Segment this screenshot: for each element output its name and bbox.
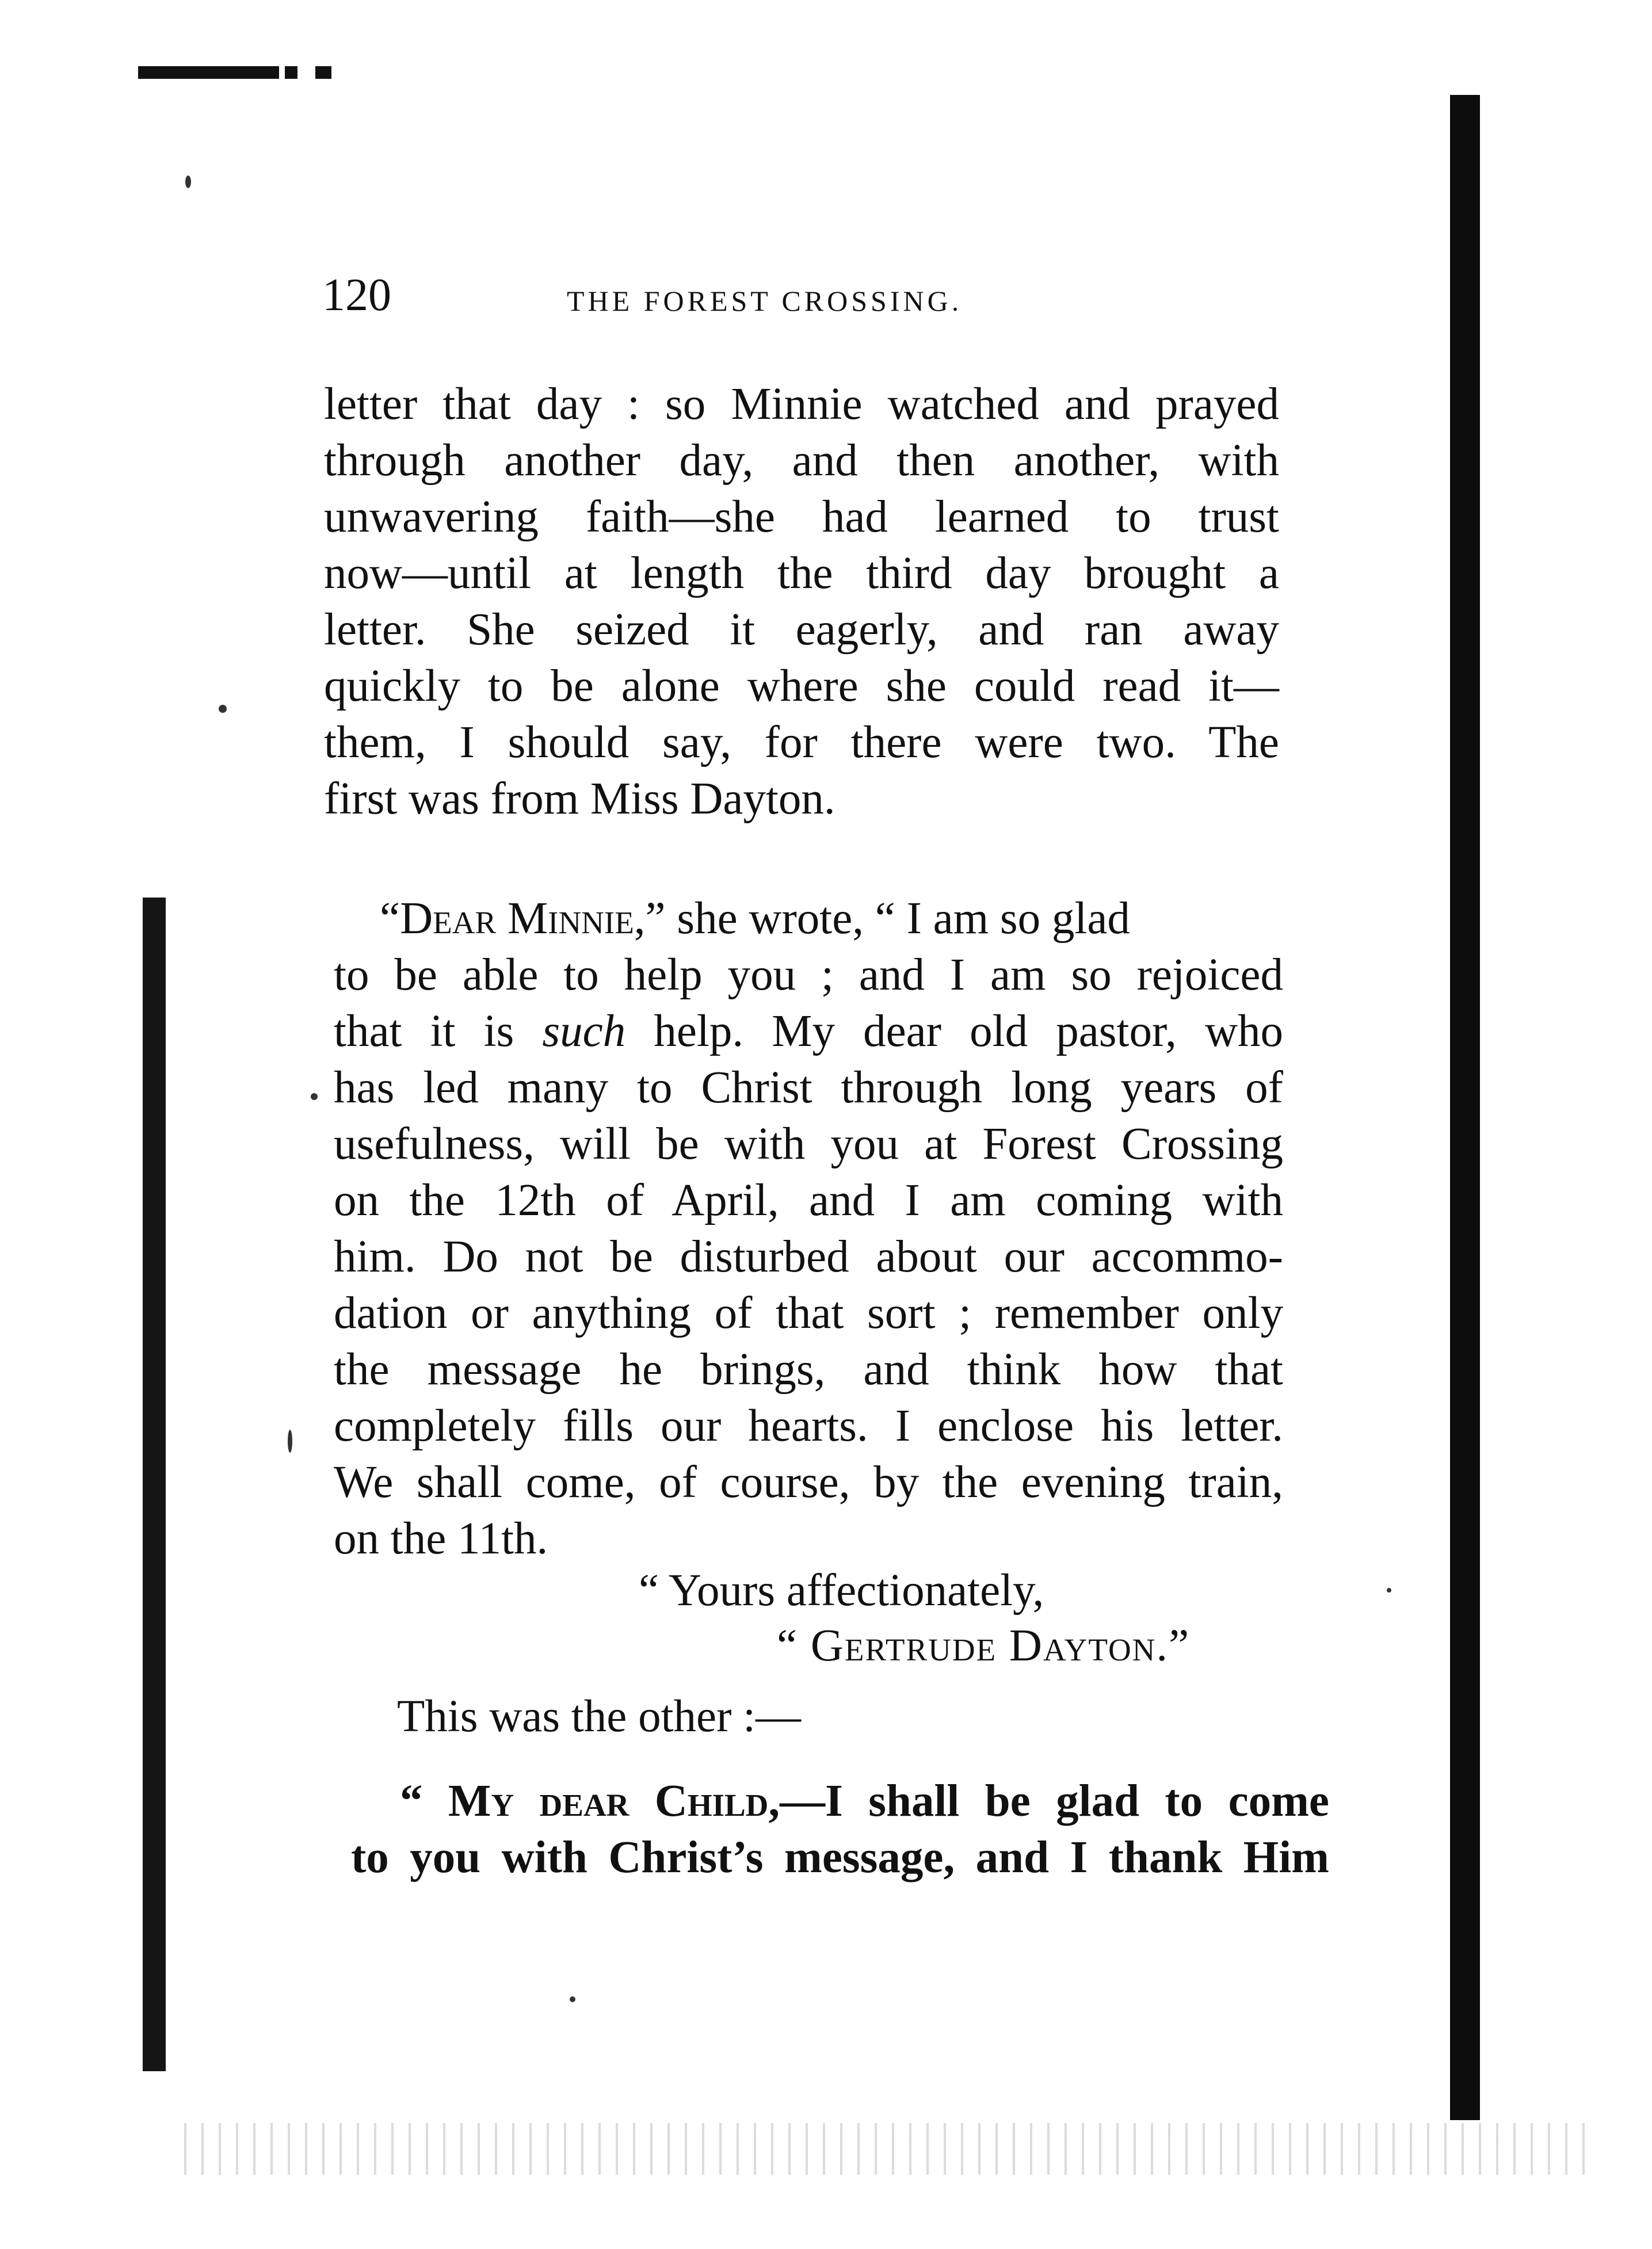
letter-signature: “ Gertrude Dayton.” <box>777 1621 1191 1671</box>
text-line: letter that day : so Minnie watched and prayed <box>324 379 1279 429</box>
scan-speck <box>288 1430 292 1453</box>
text-line: that it is such help. My dear old pastor, who <box>334 1006 1284 1056</box>
text-line: quickly to be alone where she could read it— <box>324 661 1279 711</box>
text-line: letter. She seized it eagerly, and ran away <box>324 605 1279 655</box>
text-line: on the 11th. <box>334 1514 548 1564</box>
text-line: dation or anything of that sort ; remember only <box>334 1288 1283 1338</box>
text-line: has led many to Christ through long years of <box>334 1063 1283 1113</box>
scan-artifact-bar <box>285 66 297 79</box>
running-title: THE FOREST CROSSING. <box>567 285 963 317</box>
scan-speck <box>311 1093 318 1100</box>
text-line: usefulness, will be with you at Forest Crossing <box>334 1119 1283 1169</box>
letter-salutation: “ My dear Child, <box>400 1776 780 1826</box>
text-line: We shall come, of course, by the evening train, <box>334 1457 1283 1507</box>
text-line: completely fills our hearts. I enclose his letter. <box>334 1401 1283 1451</box>
scan-speck <box>1387 1588 1391 1593</box>
text-line: him. Do not be disturbed about our accommo- <box>334 1232 1283 1282</box>
scan-speck <box>219 705 227 713</box>
scan-speck <box>570 1996 575 2002</box>
text-line: through another day, and then another, with <box>324 436 1279 486</box>
text-line: unwavering faith—she had learned to trust <box>324 492 1279 542</box>
text-line: first was from Miss Dayton. <box>324 774 835 824</box>
transition-line: This was the other :— <box>397 1691 802 1742</box>
text-line: to you with Christ’s message, and I thank Him <box>351 1832 1329 1883</box>
scan-noise-strip <box>184 2123 1600 2175</box>
scan-artifact-bar <box>138 66 279 79</box>
page-number: 120 <box>322 270 391 320</box>
letter-opening-line: “ My dear Child,—I shall be glad to come <box>400 1776 1329 1826</box>
letter-salutation: Dear Minnie, <box>400 894 646 944</box>
running-header <box>322 269 1375 333</box>
letter-closing: “ Yours affectionately, <box>639 1565 1044 1616</box>
scan-speck <box>185 175 191 188</box>
text-line: to be able to help you ; and I am so rejoiced <box>334 950 1283 1000</box>
text-line: them, I should say, for there were two. The <box>324 717 1279 768</box>
letter-opening-line: “Dear Minnie,” she wrote, “ I am so glad <box>380 894 1130 944</box>
emphasis: such <box>542 1006 626 1056</box>
text-line: on the 12th of April, and I am coming with <box>334 1175 1283 1225</box>
page-gutter-shadow-left <box>143 898 166 2071</box>
scan-artifact-bar <box>315 66 331 79</box>
text-line: now—until at length the third day brought a <box>324 548 1279 598</box>
page-gutter-shadow-right <box>1450 95 1480 2120</box>
text-line: the message he brings, and think how that <box>334 1345 1283 1395</box>
